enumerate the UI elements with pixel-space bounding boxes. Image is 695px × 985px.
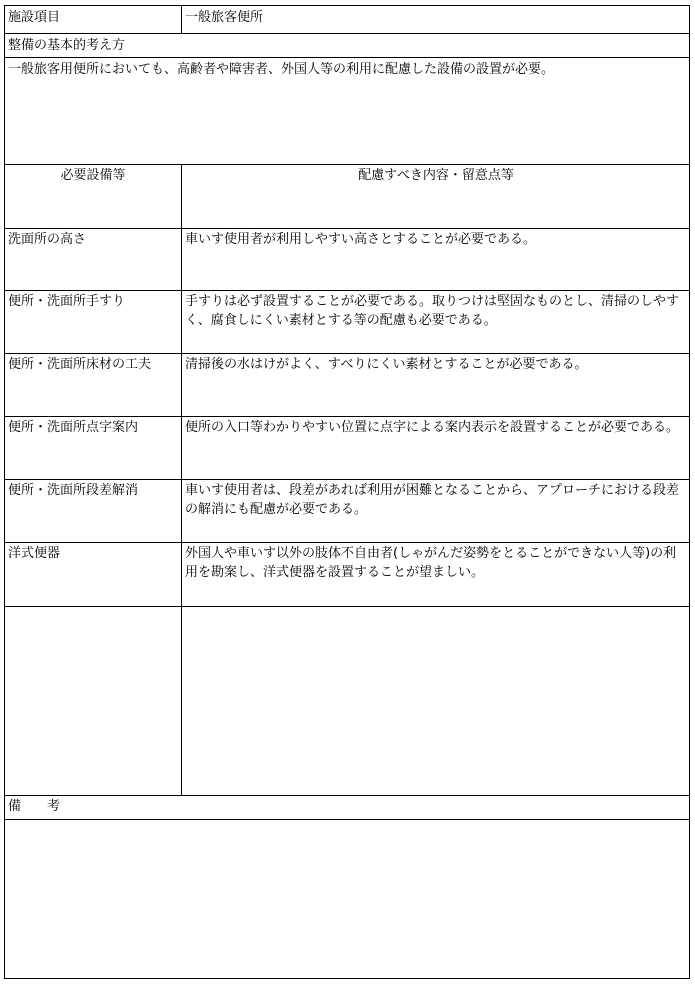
equipment-cell: 便所・洗面所床材の工夫 (8, 357, 152, 372)
concept-text: 一般旅客用便所においても、高齢者や障害者、外国人等の利用に配慮した設備の設置が必要。 (8, 62, 555, 77)
rule-row-5 (4, 542, 690, 543)
facility-item-label: 施設項目 (8, 10, 61, 25)
rule-after-remarks-label (4, 819, 690, 820)
rule-row-1 (4, 290, 690, 291)
facility-item-value: 一般旅客便所 (185, 10, 264, 25)
equipment-cell: 洗面所の高さ (8, 232, 87, 247)
rule-before-remarks (4, 795, 690, 796)
equipment-cell: 便所・洗面所点字案内 (8, 420, 139, 435)
divider-header (181, 5, 182, 33)
consideration-cell: 車いす使用者は、段差があれば利用が困難となることから、アプローチにおける段差の解消にも配慮が必要である。 (185, 483, 680, 517)
rule-row-6 (4, 606, 690, 607)
equipment-cell: 便所・洗面所手すり (8, 294, 126, 309)
rule-row-4 (4, 479, 690, 480)
rule-after-header (4, 33, 690, 34)
rule-after-concept-label (4, 57, 690, 58)
consideration-cell: 清掃後の水はけがよく、すべりにくい素材とすることが必要である。 (185, 357, 588, 372)
consideration-cell: 便所の入口等わかりやすい位置に点字による案内表示を設置することが必要である。 (185, 420, 680, 435)
equipment-cell: 便所・洗面所段差解消 (8, 483, 139, 498)
consideration-cell: 手すりは必ず設置することが必要である。取りつけは堅固なものとし、清掃のしやすく、腐食しにくい素材とする等の配慮も必要である。 (185, 294, 680, 328)
rule-after-concept-text (4, 164, 690, 165)
equipment-cell: 洋式便器 (8, 546, 61, 561)
column-header-consideration: 配慮すべき内容・留意点等 (358, 168, 514, 183)
rule-row-2 (4, 353, 690, 354)
divider-table (181, 164, 182, 795)
concept-label: 整備の基本的考え方 (8, 38, 126, 53)
consideration-cell: 車いす使用者が利用しやすい高さとすることが必要である。 (185, 232, 537, 247)
remarks-label: 備 考 (8, 799, 61, 814)
rule-after-column-headers (4, 228, 690, 229)
consideration-cell: 外国人や車いす以外の肢体不自由者(しゃがんだ姿勢をとることができない人等)の利用を勘案し、洋式便器を設置することが望ましい。 (185, 546, 677, 580)
column-header-equipment: 必要設備等 (60, 168, 126, 183)
rule-row-3 (4, 416, 690, 417)
